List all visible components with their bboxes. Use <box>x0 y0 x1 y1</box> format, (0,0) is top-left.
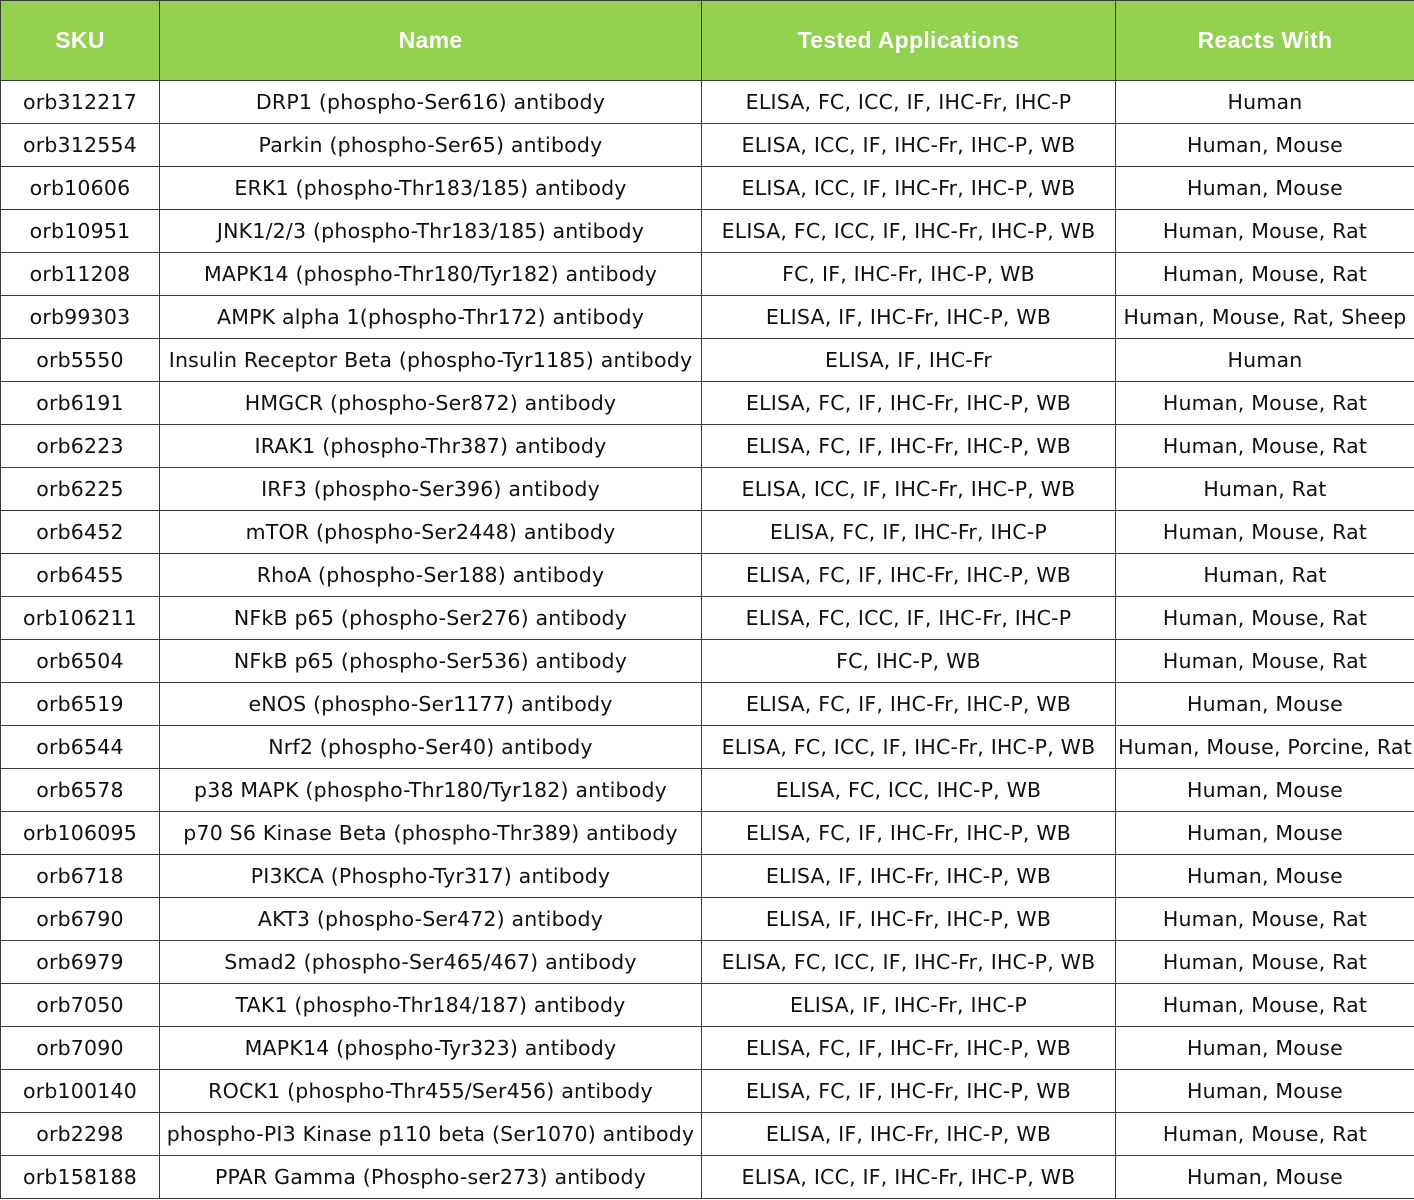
table-row <box>1 1156 1414 1199</box>
cell-reacts-with: Human, Mouse <box>1116 855 1414 898</box>
cell-sku: orb5550 <box>1 339 160 382</box>
cell-reacts-with: Human, Mouse, Rat <box>1116 1113 1414 1156</box>
cell-sku: orb158188 <box>1 1156 160 1199</box>
cell-tested-applications: ELISA, ICC, IF, IHC-Fr, IHC-P, WB <box>702 124 1116 167</box>
table-row <box>1 382 1414 425</box>
table-row <box>1 726 1414 769</box>
table-row <box>1 769 1414 812</box>
cell-reacts-with: Human, Mouse <box>1116 683 1414 726</box>
cell-sku: orb6455 <box>1 554 160 597</box>
cell-reacts-with: Human, Mouse, Rat <box>1116 941 1414 984</box>
table-row <box>1 640 1414 683</box>
cell-name: DRP1 (phospho-Ser616) antibody <box>160 81 702 124</box>
cell-tested-applications: FC, IHC-P, WB <box>702 640 1116 683</box>
cell-sku: orb312217 <box>1 81 160 124</box>
cell-name: JNK1/2/3 (phospho-Thr183/185) antibody <box>160 210 702 253</box>
cell-sku: orb2298 <box>1 1113 160 1156</box>
cell-name: MAPK14 (phospho-Tyr323) antibody <box>160 1027 702 1070</box>
cell-reacts-with: Human, Mouse <box>1116 1156 1414 1199</box>
table-row <box>1 1113 1414 1156</box>
cell-tested-applications: ELISA, IF, IHC-Fr, IHC-P, WB <box>702 898 1116 941</box>
cell-sku: orb7050 <box>1 984 160 1027</box>
cell-tested-applications: ELISA, FC, ICC, IF, IHC-Fr, IHC-P, WB <box>702 210 1116 253</box>
cell-reacts-with: Human <box>1116 339 1414 382</box>
cell-tested-applications: ELISA, IF, IHC-Fr, IHC-P, WB <box>702 296 1116 339</box>
cell-tested-applications: ELISA, IF, IHC-Fr <box>702 339 1116 382</box>
cell-reacts-with: Human, Mouse, Rat <box>1116 640 1414 683</box>
cell-tested-applications: ELISA, IF, IHC-Fr, IHC-P, WB <box>702 1113 1116 1156</box>
cell-sku: orb100140 <box>1 1070 160 1113</box>
cell-name: TAK1 (phospho-Thr184/187) antibody <box>160 984 702 1027</box>
cell-reacts-with: Human, Mouse <box>1116 812 1414 855</box>
cell-reacts-with: Human, Mouse, Rat, Sheep <box>1116 296 1414 339</box>
cell-tested-applications: ELISA, FC, ICC, IF, IHC-Fr, IHC-P <box>702 597 1116 640</box>
table-row <box>1 425 1414 468</box>
cell-name: AKT3 (phospho-Ser472) antibody <box>160 898 702 941</box>
cell-reacts-with: Human, Mouse <box>1116 1027 1414 1070</box>
cell-reacts-with: Human, Mouse, Rat <box>1116 597 1414 640</box>
cell-sku: orb10951 <box>1 210 160 253</box>
cell-tested-applications: ELISA, ICC, IF, IHC-Fr, IHC-P, WB <box>702 1156 1116 1199</box>
table-row <box>1 855 1414 898</box>
cell-sku: orb7090 <box>1 1027 160 1070</box>
table-row <box>1 1070 1414 1113</box>
cell-name: p70 S6 Kinase Beta (phospho-Thr389) antibody <box>160 812 702 855</box>
cell-name: IRAK1 (phospho-Thr387) antibody <box>160 425 702 468</box>
cell-tested-applications: ELISA, FC, ICC, IHC-P, WB <box>702 769 1116 812</box>
cell-tested-applications: ELISA, FC, IF, IHC-Fr, IHC-P, WB <box>702 812 1116 855</box>
cell-sku: orb6191 <box>1 382 160 425</box>
cell-reacts-with: Human, Mouse <box>1116 124 1414 167</box>
cell-name: Insulin Receptor Beta (phospho-Tyr1185) antibody <box>160 339 702 382</box>
cell-name: p38 MAPK (phospho-Thr180/Tyr182) antibody <box>160 769 702 812</box>
cell-name: HMGCR (phospho-Ser872) antibody <box>160 382 702 425</box>
table-row <box>1 898 1414 941</box>
cell-reacts-with: Human, Mouse, Rat <box>1116 984 1414 1027</box>
cell-name: phospho-PI3 Kinase p110 beta (Ser1070) antibody <box>160 1113 702 1156</box>
cell-tested-applications: ELISA, ICC, IF, IHC-Fr, IHC-P, WB <box>702 468 1116 511</box>
cell-tested-applications: ELISA, FC, IF, IHC-Fr, IHC-P <box>702 511 1116 554</box>
cell-sku: orb10606 <box>1 167 160 210</box>
table-row <box>1 511 1414 554</box>
cell-name: NFkB p65 (phospho-Ser536) antibody <box>160 640 702 683</box>
cell-sku: orb6225 <box>1 468 160 511</box>
cell-name: Smad2 (phospho-Ser465/467) antibody <box>160 941 702 984</box>
cell-sku: orb106211 <box>1 597 160 640</box>
cell-reacts-with: Human, Mouse <box>1116 167 1414 210</box>
table-row <box>1 597 1414 640</box>
table-row <box>1 1027 1414 1070</box>
cell-name: MAPK14 (phospho-Thr180/Tyr182) antibody <box>160 253 702 296</box>
cell-name: eNOS (phospho-Ser1177) antibody <box>160 683 702 726</box>
cell-name: Nrf2 (phospho-Ser40) antibody <box>160 726 702 769</box>
cell-tested-applications: ELISA, FC, ICC, IF, IHC-Fr, IHC-P, WB <box>702 726 1116 769</box>
cell-reacts-with: Human, Mouse, Rat <box>1116 253 1414 296</box>
cell-sku: orb6544 <box>1 726 160 769</box>
table-row <box>1 296 1414 339</box>
table-row <box>1 167 1414 210</box>
header-sku: SKU <box>1 1 160 81</box>
table-row <box>1 253 1414 296</box>
cell-sku: orb6718 <box>1 855 160 898</box>
cell-name: Parkin (phospho-Ser65) antibody <box>160 124 702 167</box>
cell-sku: orb6519 <box>1 683 160 726</box>
cell-reacts-with: Human, Rat <box>1116 554 1414 597</box>
cell-name: mTOR (phospho-Ser2448) antibody <box>160 511 702 554</box>
table-row <box>1 339 1414 382</box>
cell-sku: orb6979 <box>1 941 160 984</box>
table-row <box>1 81 1414 124</box>
cell-reacts-with: Human, Mouse, Porcine, Rat <box>1116 726 1414 769</box>
cell-sku: orb6504 <box>1 640 160 683</box>
cell-sku: orb6790 <box>1 898 160 941</box>
cell-name: AMPK alpha 1(phospho-Thr172) antibody <box>160 296 702 339</box>
cell-name: ERK1 (phospho-Thr183/185) antibody <box>160 167 702 210</box>
cell-reacts-with: Human, Mouse, Rat <box>1116 210 1414 253</box>
cell-tested-applications: ELISA, FC, IF, IHC-Fr, IHC-P, WB <box>702 382 1116 425</box>
cell-sku: orb11208 <box>1 253 160 296</box>
cell-name: NFkB p65 (phospho-Ser276) antibody <box>160 597 702 640</box>
table-body <box>1 81 1414 1199</box>
cell-name: ROCK1 (phospho-Thr455/Ser456) antibody <box>160 1070 702 1113</box>
header-row <box>1 1 1414 81</box>
table-row <box>1 683 1414 726</box>
cell-tested-applications: ELISA, FC, IF, IHC-Fr, IHC-P, WB <box>702 1070 1116 1113</box>
cell-tested-applications: ELISA, FC, ICC, IF, IHC-Fr, IHC-P <box>702 81 1116 124</box>
cell-sku: orb6452 <box>1 511 160 554</box>
cell-name: RhoA (phospho-Ser188) antibody <box>160 554 702 597</box>
cell-tested-applications: ELISA, IF, IHC-Fr, IHC-P <box>702 984 1116 1027</box>
header-reacts-with: Reacts With <box>1116 1 1414 81</box>
table-row <box>1 210 1414 253</box>
table-header <box>1 1 1414 81</box>
cell-tested-applications: ELISA, ICC, IF, IHC-Fr, IHC-P, WB <box>702 167 1116 210</box>
table-row <box>1 812 1414 855</box>
cell-tested-applications: ELISA, FC, IF, IHC-Fr, IHC-P, WB <box>702 683 1116 726</box>
cell-reacts-with: Human <box>1116 81 1414 124</box>
table-row <box>1 468 1414 511</box>
cell-name: IRF3 (phospho-Ser396) antibody <box>160 468 702 511</box>
header-tested-applications: Tested Applications <box>702 1 1116 81</box>
table-row <box>1 554 1414 597</box>
cell-name: PI3KCA (Phospho-Tyr317) antibody <box>160 855 702 898</box>
cell-sku: orb6578 <box>1 769 160 812</box>
table-row <box>1 124 1414 167</box>
cell-sku: orb99303 <box>1 296 160 339</box>
cell-tested-applications: ELISA, FC, IF, IHC-Fr, IHC-P, WB <box>702 1027 1116 1070</box>
cell-reacts-with: Human, Mouse, Rat <box>1116 382 1414 425</box>
header-name: Name <box>160 1 702 81</box>
cell-reacts-with: Human, Mouse, Rat <box>1116 425 1414 468</box>
cell-sku: orb106095 <box>1 812 160 855</box>
cell-name: PPAR Gamma (Phospho-ser273) antibody <box>160 1156 702 1199</box>
cell-tested-applications: ELISA, IF, IHC-Fr, IHC-P, WB <box>702 855 1116 898</box>
table-row <box>1 941 1414 984</box>
cell-tested-applications: FC, IF, IHC-Fr, IHC-P, WB <box>702 253 1116 296</box>
cell-reacts-with: Human, Mouse, Rat <box>1116 898 1414 941</box>
cell-tested-applications: ELISA, FC, IF, IHC-Fr, IHC-P, WB <box>702 554 1116 597</box>
cell-sku: orb6223 <box>1 425 160 468</box>
cell-reacts-with: Human, Mouse, Rat <box>1116 511 1414 554</box>
cell-reacts-with: Human, Rat <box>1116 468 1414 511</box>
cell-sku: orb312554 <box>1 124 160 167</box>
cell-tested-applications: ELISA, FC, IF, IHC-Fr, IHC-P, WB <box>702 425 1116 468</box>
cell-reacts-with: Human, Mouse <box>1116 769 1414 812</box>
cell-reacts-with: Human, Mouse <box>1116 1070 1414 1113</box>
cell-tested-applications: ELISA, FC, ICC, IF, IHC-Fr, IHC-P, WB <box>702 941 1116 984</box>
table-row <box>1 984 1414 1027</box>
